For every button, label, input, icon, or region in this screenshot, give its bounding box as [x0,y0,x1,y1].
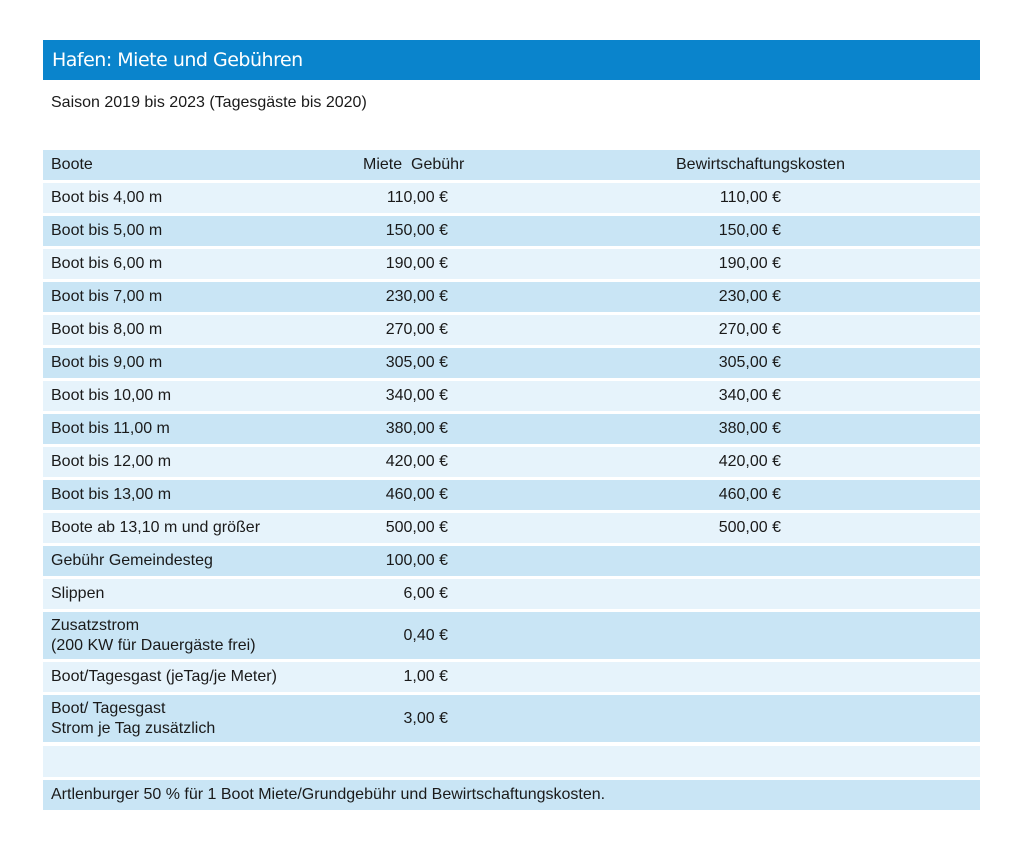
row-label [51,249,371,279]
row-label-line2: (200 KW für Dauergäste frei) [51,636,256,654]
row-label [51,695,371,742]
row-label-line1: Boot bis 8,00 m [51,321,163,338]
row-miete: 100,00 € [385,552,448,569]
row-label-line1: Boote ab 13,10 m und größer [51,519,261,536]
table-row [43,249,980,279]
row-miete: 6,00 € [403,585,448,602]
table-row [43,315,980,345]
table-row [43,612,980,659]
table-row [43,414,980,444]
table-header-row [43,150,980,180]
fee-table [43,150,980,745]
row-label [51,183,371,213]
row-label [51,414,371,444]
row-miete: 230,00 € [385,288,448,305]
row-bewirtschaftung: 420,00 € [718,453,781,470]
row-label [51,546,371,576]
table-row [43,447,980,477]
row-miete: 460,00 € [385,486,448,503]
row-label [51,282,371,312]
row-label-line1: Zusatzstrom [51,616,140,634]
row-bewirtschaftung [663,662,781,692]
table-row [43,480,980,510]
table-row [43,348,980,378]
row-miete: 305,00 € [385,354,448,371]
row-miete: 190,00 € [385,255,448,272]
row-label-line2: Strom je Tag zusätzlich [51,719,216,737]
row-bewirtschaftung: 380,00 € [718,420,781,437]
row-bewirtschaftung [663,546,781,576]
row-bewirtschaftung: 500,00 € [718,519,781,536]
row-label [51,216,371,246]
row-miete: 0,40 € [403,626,448,644]
row-label-line1: Boot bis 5,00 m [51,222,163,239]
row-label [51,579,371,609]
row-label-line1: Boot bis 11,00 m [51,420,170,437]
table-row [43,282,980,312]
row-label [51,513,371,543]
row-bewirtschaftung [663,612,781,659]
row-label-line1: Boot bis 13,00 m [51,486,172,503]
table-row [43,546,980,576]
row-bewirtschaftung: 190,00 € [718,255,781,272]
row-bewirtschaftung: 110,00 € [719,189,781,206]
row-label [51,447,371,477]
row-bewirtschaftung [663,695,781,742]
table-row [43,216,980,246]
header-miete: Miete Gebühr [363,156,465,173]
row-bewirtschaftung: 340,00 € [718,387,781,404]
row-label-line1: Boot/Tagesgast (jeTag/je Meter) [51,668,277,685]
row-label-line1: Slippen [51,585,105,602]
row-miete: 1,00 € [403,668,448,685]
row-label-line1: Boot bis 12,00 m [51,453,172,470]
row-label [51,662,371,692]
row-miete: 340,00 € [385,387,448,404]
row-miete: 380,00 € [385,420,448,437]
page-title: Hafen: Miete und Gebühren [43,40,980,80]
header-boote: Boote [51,156,93,173]
row-label-line1: Boot bis 10,00 m [51,387,172,404]
row-label-line1: Boot bis 7,00 m [51,288,163,305]
table-body [43,183,980,742]
table-row [43,183,980,213]
row-label-line1: Boot bis 4,00 m [51,189,163,206]
row-miete: 270,00 € [385,321,448,338]
row-bewirtschaftung: 230,00 € [718,288,781,305]
row-bewirtschaftung: 150,00 € [718,222,781,239]
row-miete: 420,00 € [385,453,448,470]
table-row [43,513,980,543]
row-miete: 150,00 € [385,222,448,239]
row-label [51,381,371,411]
row-bewirtschaftung: 305,00 € [718,354,781,371]
row-label-line1: Boot bis 6,00 m [51,255,163,272]
row-label [51,348,371,378]
row-label [51,315,371,345]
row-miete: 110,00 € [386,189,448,206]
row-label-line1: Gebühr Gemeindesteg [51,552,213,569]
table-row [43,381,980,411]
empty-row [43,746,980,777]
table-row [43,695,980,742]
row-label-line1: Boot/ Tagesgast [51,699,166,717]
header-bewirtschaftung: Bewirtschaftungskosten [676,156,845,173]
footer-note: Artlenburger 50 % für 1 Boot Miete/Grundgebühr und Bewirtschaftungskosten. [43,780,980,810]
row-label-line1: Boot bis 9,00 m [51,354,163,371]
row-label [51,612,371,659]
row-bewirtschaftung [663,579,781,609]
table-row [43,662,980,692]
table-row [43,579,980,609]
row-miete: 3,00 € [403,709,448,727]
row-miete: 500,00 € [385,519,448,536]
row-bewirtschaftung: 460,00 € [718,486,781,503]
row-bewirtschaftung: 270,00 € [718,321,781,338]
row-label [51,480,371,510]
season-subtitle: Saison 2019 bis 2023 (Tagesgäste bis 2020) [51,94,367,111]
